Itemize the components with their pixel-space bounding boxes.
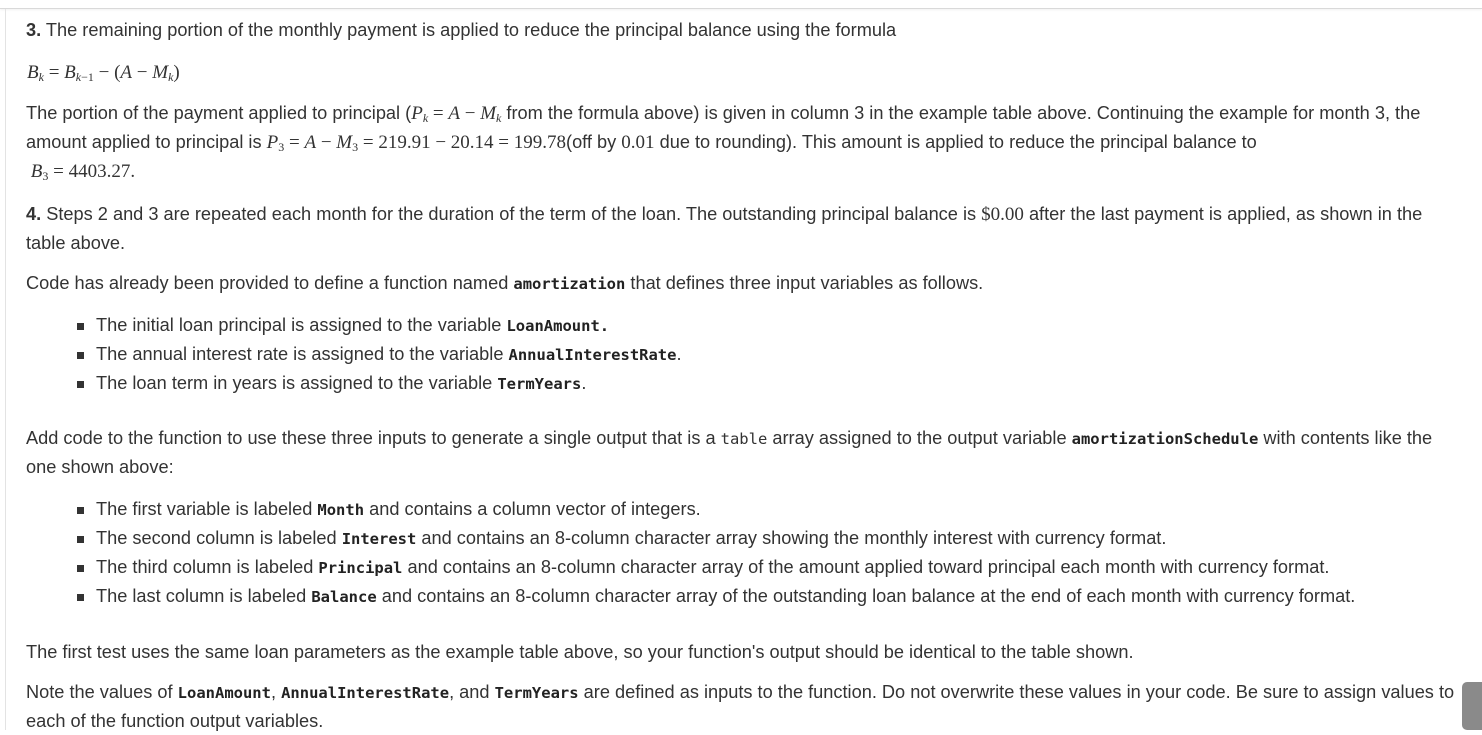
add-text3: with contents like the one shown above: — [26, 428, 1433, 477]
add-code-paragraph — [26, 424, 1458, 481]
bullet-icon — [77, 381, 84, 388]
bullet-icon — [77, 352, 84, 359]
intro-text1: Code has already been provided to define a function named — [26, 273, 514, 293]
bullet-icon — [77, 536, 84, 543]
step4-number: 4. — [26, 204, 42, 224]
var-termyears: TermYears — [494, 684, 579, 702]
balance-formula: $B_k = B_{k-1} - (A - M_k)$ — [27, 62, 180, 84]
zero-balance: $0.00 — [981, 204, 1024, 225]
list-item: The last column is labeled Balance and contains an 8-column character array of the outstanding loan balance at the end of each month with currency format. — [76, 582, 1458, 611]
output-columns-list — [26, 495, 1458, 611]
top-divider — [0, 0, 1482, 9]
add-text1: Add code to the function to use these three inputs to generate a single output that is a — [26, 428, 721, 448]
problem-description — [26, 16, 1458, 735]
step3-explanation: The portion of the payment applied to principal ($P_k = A - M_k$ from the formula above) is given in column 3 in the example table above. Continuing the example for month 3, the amount applied to principal is $P_3 = A - M_3 = 219.91 - 20.14 = 199.78(off$ by 0.01 due to rounding). This amount is applied to reduce the principal balance to $B_3 = 4403.27$. — [26, 103, 1421, 183]
list-item: The second column is labeled Interest and contains an 8-column character array showing the monthly interest with currency format. — [76, 524, 1458, 553]
bullet-icon — [77, 323, 84, 330]
list-item: The third column is labeled Principal and contains an 8-column character array of the amount applied toward principal each month with currency format. — [76, 553, 1458, 582]
note-text2: are defined as inputs to the function. Do not overwrite these values in your code. Be sure to assign values to each of the function output variables. — [26, 682, 1455, 731]
step3-para2: from the formula above) is given in column 3 in the example table above. Continuing the example for month 3, the amount applied to principal is — [26, 103, 1421, 152]
step3-para4: due to rounding). This amount is applied to reduce the principal balance to — [654, 132, 1257, 152]
note-paragraph: Note the values of LoanAmount, AnnualInterestRate, and TermYears are defined as inputs to the function. Do not overwrite these values in your code. Be sure to assign values to each of the function output variables. — [26, 682, 1455, 731]
bullet-icon — [77, 507, 84, 514]
var-annualinterestrate: AnnualInterestRate — [281, 684, 450, 702]
step3-number: 3. — [26, 20, 42, 40]
add-text2: array assigned to the output variable — [767, 428, 1072, 448]
bullet-icon — [77, 594, 84, 601]
note-text1: Note the values of — [26, 682, 178, 702]
principal-calc: $P_3 = A - M_3 = 219.91 - 20.14 = 199.78$ — [266, 132, 567, 154]
function-name: amortization — [513, 275, 626, 293]
step3-para1: The portion of the payment applied to principal ( — [26, 103, 412, 123]
step3-para3: (off by — [566, 132, 622, 152]
scrollbar-thumb[interactable] — [1462, 682, 1482, 730]
list-item: The loan term in years is assigned to the variable TermYears. — [76, 369, 1458, 398]
test-paragraph: The first test uses the same loan parameters as the example table above, so your function's output should be identical to the table shown. — [26, 642, 1134, 662]
input-variables-list — [26, 311, 1458, 398]
balance-result: $B_3 = 4403.27$. — [30, 161, 136, 183]
list-item: The annual interest rate is assigned to the variable AnnualInterestRate. — [76, 340, 1458, 369]
list-item: The initial loan principal is assigned to the variable LoanAmount. — [76, 311, 1458, 340]
rounding-value: 0.01 — [621, 132, 655, 153]
bullet-icon — [77, 565, 84, 572]
output-variable: amortizationSchedule — [1071, 430, 1259, 448]
step4-paragraph — [26, 200, 1458, 257]
intro-text2: that defines three input variables as follows. — [625, 273, 984, 293]
intro-paragraph — [26, 269, 1458, 298]
list-item: The first variable is labeled Month and contains a column vector of integers. — [76, 495, 1458, 524]
step4-text1: Steps 2 and 3 are repeated each month for the duration of the term of the loan. The outstanding principal balance is — [41, 204, 982, 224]
var-loanamount: LoanAmount — [177, 684, 271, 702]
left-border — [5, 9, 6, 730]
step3-heading — [26, 16, 1458, 44]
table-keyword: table — [720, 430, 768, 448]
step4-text2: after the last payment is applied, as shown in the table above. — [26, 204, 1423, 253]
step3-text: The remaining portion of the monthly payment is applied to reduce the principal balance using the formula — [41, 20, 897, 40]
